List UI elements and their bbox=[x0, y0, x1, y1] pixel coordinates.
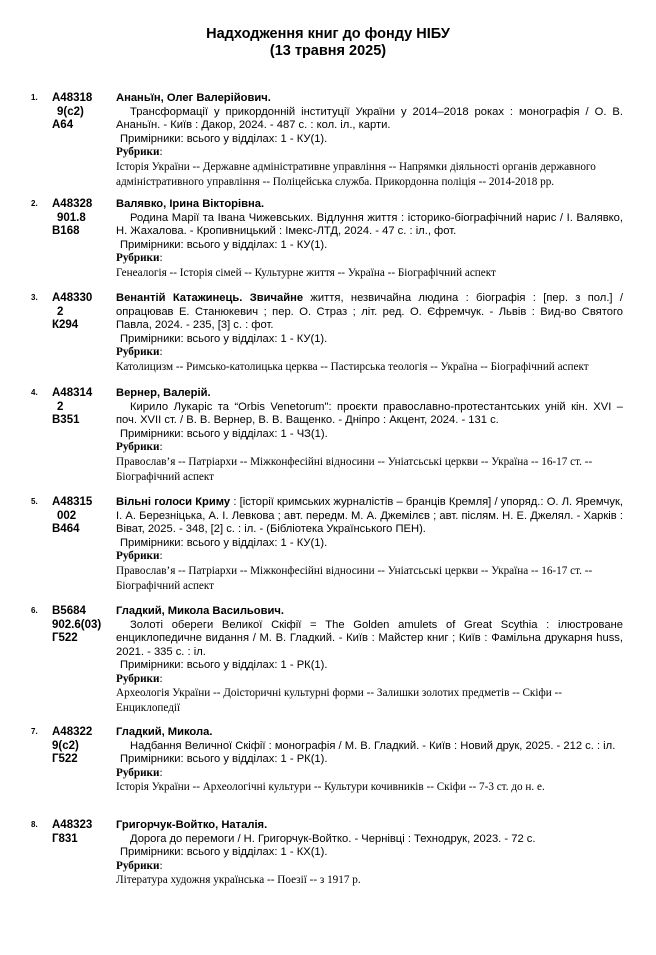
entry-author: Гладкий, Микола Васильович. bbox=[116, 605, 285, 617]
rubrics-label-colon: : bbox=[159, 346, 163, 358]
entry-rubrics: Історія України -- Державне адміністративне управління -- Напрямки діяльності органів державного адміністративного управління -- Поліцейська служба. Прикордонна поліція -- 2014-2018 рр. bbox=[116, 160, 596, 188]
entry-rubrics: Історія України -- Археологічні культури -- Культури кочивників -- Скіфи -- 7-3 ст. до н. е. bbox=[116, 781, 545, 793]
entry-number: 1. bbox=[31, 93, 38, 102]
rubrics-label-text: Рубрики bbox=[116, 766, 160, 779]
entry-copies: Примірники: всього у відділах: 1 - КУ(1). bbox=[120, 332, 328, 345]
document-subtitle: (13 травня 2025) bbox=[269, 43, 387, 59]
author-mark: Г522 bbox=[52, 632, 78, 644]
inventory-code: А48322 bbox=[52, 726, 93, 738]
inventory-code: А48314 bbox=[52, 387, 93, 399]
author-mark: В464 bbox=[52, 523, 80, 535]
entry-rubrics: Археологія України -- Доісторичні культурні форми -- Залишки золотих предметів -- Скіфи -- Енциклопедії bbox=[116, 687, 562, 714]
rubrics-label-text: Рубрики bbox=[116, 672, 160, 685]
entry-copies: Примірники: всього у відділах: 1 - РК(1). bbox=[120, 659, 328, 671]
entry-number: 2. bbox=[31, 199, 38, 208]
rubrics-label-colon: : bbox=[159, 550, 163, 562]
entry-author: Валявко, Ірина Вікторівна. bbox=[116, 198, 265, 210]
rubrics-label bbox=[116, 346, 623, 360]
document-title: Надходження книг до фонду НІБУ bbox=[206, 26, 450, 42]
call-number bbox=[52, 819, 112, 846]
classification-code: 9(с2) bbox=[52, 739, 79, 752]
rubrics-label bbox=[116, 550, 623, 564]
entry-author: Вернер, Валерій. bbox=[116, 387, 211, 399]
rubrics-label-colon: : bbox=[159, 672, 163, 685]
description-text: : [історії кримських журналістів – бранців Кремля] / упоряд.: О. Л. Яремчук, І. А. Березніцька, А. І. Левкова ; авт. передм. М. А. Джемілєв ; авт. післям. Н. Е. Джелял. - Харків : Віват, 2025. - 348, [2] с. : іл. - (Бібліотека Українського ПЕН). bbox=[116, 496, 623, 535]
classification-code: 9(с2) bbox=[57, 105, 84, 118]
entry-number: 8. bbox=[31, 820, 38, 829]
entry-title-bold: Венантій Катажинець. Звичайне bbox=[116, 292, 304, 304]
classification-code: 2 bbox=[57, 305, 64, 318]
call-number bbox=[52, 292, 112, 333]
entry-body bbox=[116, 605, 623, 716]
entry-author: Григорчук-Войтко, Наталія. bbox=[116, 819, 268, 831]
entry-copies: Примірники: всього у відділах: 1 - КХ(1). bbox=[120, 846, 328, 858]
call-number bbox=[52, 198, 112, 239]
inventory-code: А48323 bbox=[52, 819, 93, 831]
entry-description bbox=[116, 833, 623, 847]
rubrics-label-colon: : bbox=[159, 859, 163, 872]
entry-author: Ананьїн, Олег Валерійович. bbox=[116, 92, 271, 104]
inventory-code: В5684 bbox=[52, 605, 86, 617]
rubrics-label-colon: : bbox=[159, 441, 163, 453]
call-number bbox=[52, 726, 112, 767]
entry-title-bold: Вільні голоси Криму bbox=[116, 496, 231, 508]
author-mark: К294 bbox=[52, 319, 79, 331]
rubrics-label-text: Рубрики bbox=[116, 346, 160, 358]
rubrics-label-text: Рубрики bbox=[116, 252, 160, 264]
rubrics-label bbox=[116, 673, 623, 687]
description-text: Золоті обереги Великої Скіфії = The Golden amulets of Great Scythia : ілюстроване енциклопедичне видання / М. В. Гладкий. - Київ : Майстер книг ; Київ : Фамільна друкарня huss, 2021. - 335 с. : іл. bbox=[116, 618, 623, 658]
classification-code: 901.8 bbox=[57, 211, 86, 224]
entry-description bbox=[116, 106, 623, 133]
author-mark: Г522 bbox=[52, 753, 78, 765]
inventory-code: А48330 bbox=[52, 292, 93, 304]
entry-copies: Примірники: всього у відділах: 1 - ЧЗ(1). bbox=[120, 427, 328, 440]
entry-body bbox=[116, 198, 623, 281]
entry-rubrics: Православ’я -- Патріархи -- Міжконфесійні відносини -- Уніатсьські церкви -- Україна -- 16-17 ст. -- Біографічний аспект bbox=[116, 564, 593, 592]
entry-number: 5. bbox=[31, 497, 38, 506]
author-mark: В351 bbox=[52, 414, 80, 426]
description-text: Трансформації у прикордонній інституції України у 2014–2018 роках : монографія / О. В. Ананьїн. - Київ : Дакор, 2024. - 487 с. : кол. іл., карти. bbox=[116, 105, 623, 131]
call-number bbox=[52, 92, 112, 133]
entry-description bbox=[116, 401, 623, 428]
entry-copies: Примірники: всього у відділах: 1 - КУ(1). bbox=[120, 238, 328, 251]
entry-copies: Примірники: всього у відділах: 1 - КУ(1). bbox=[120, 132, 328, 145]
rubrics-label bbox=[116, 252, 623, 266]
entry-body bbox=[116, 387, 623, 485]
description-text: життя, незвичайна людина : біографія : [пер. з пол.] / опрацював Е. Станюкевич ; пер. О. Страз ; літ. ред. О. Єфремчук. - Львів : Вид-во Святого Павла, 2024. - 235, [3] с. : фот. bbox=[116, 292, 623, 331]
entry-body bbox=[116, 92, 623, 190]
entry-number: 4. bbox=[31, 388, 38, 397]
rubrics-label-colon: : bbox=[159, 252, 163, 264]
entry-copies: Примірники: всього у відділах: 1 - РК(1). bbox=[120, 753, 328, 765]
entry-description bbox=[116, 496, 623, 537]
entry-number: 6. bbox=[31, 606, 38, 615]
call-number bbox=[52, 387, 112, 428]
entry-body bbox=[116, 726, 623, 795]
call-number bbox=[52, 605, 112, 646]
entry-rubrics: Православ’я -- Патріархи -- Міжконфесійні відносини -- Уніатсьські церкви -- Україна -- 16-17 ст. -- Біографічний аспект bbox=[116, 455, 593, 483]
author-mark: Г831 bbox=[52, 832, 78, 845]
entry-body bbox=[116, 496, 623, 594]
rubrics-label bbox=[116, 146, 623, 160]
entry-rubrics: Генеалогія -- Історія сімей -- Культурне життя -- Україна -- Біографічний аспект bbox=[116, 266, 496, 279]
inventory-code: А48315 bbox=[52, 496, 93, 508]
inventory-code: А48328 bbox=[52, 198, 93, 210]
author-mark: А64 bbox=[52, 119, 74, 131]
rubrics-label bbox=[116, 441, 623, 455]
entry-description bbox=[116, 619, 623, 660]
rubrics-label-text: Рубрики bbox=[116, 146, 160, 158]
document-header bbox=[0, 26, 656, 60]
rubrics-label bbox=[116, 860, 623, 874]
description-text: Надбання Величної Скіфії : монографія / М. В. Гладкий. - Київ : Новий друк, 2025. - 212 с. : іл. bbox=[130, 739, 616, 752]
description-text: Кирило Лукаріс та “Orbis Venetorum": проєкти православно-протестантських уній кін. XVI – поч. XVII ст. / В. В. Вернер, В. В. Ващенко. - Дніпро : Акцент, 2024. - 131 с. bbox=[116, 400, 623, 426]
entry-number: 3. bbox=[31, 293, 38, 302]
author-mark: В168 bbox=[52, 225, 80, 237]
rubrics-label-colon: : bbox=[159, 146, 163, 158]
entry-description bbox=[116, 212, 623, 239]
entry-body bbox=[116, 819, 623, 888]
description-text: Дорога до перемоги / Н. Григорчук-Войтко. - Чернівці : Технодрук, 2023. - 72 с. bbox=[130, 832, 536, 845]
classification-code: 902.6(03) bbox=[52, 618, 102, 631]
classification-code: 002 bbox=[57, 509, 77, 522]
entry-rubrics: Література художня українська -- Поезії -- з 1917 р. bbox=[116, 874, 361, 886]
entry-description bbox=[116, 740, 623, 754]
rubrics-label-text: Рубрики bbox=[116, 550, 160, 562]
inventory-code: А48318 bbox=[52, 92, 93, 104]
call-number bbox=[52, 496, 112, 537]
entry-author: Гладкий, Микола. bbox=[116, 726, 213, 738]
entry-body bbox=[116, 292, 623, 375]
rubrics-label-text: Рубрики bbox=[116, 441, 160, 453]
entry-description bbox=[116, 292, 623, 333]
entry-rubrics: Католицизм -- Римсько-католицька церква -- Пастирська теологія -- Україна -- Біографічний аспект bbox=[116, 360, 589, 373]
description-text: Родина Марії та Івана Чижевських. Відлуння життя : історико-біографічний нарис / І. Валявко, Н. Жахалова. - Кропивницький : Імекс-ЛТД, 2024. - 47 с. : іл., фот. bbox=[116, 211, 623, 237]
rubrics-label-colon: : bbox=[159, 766, 163, 779]
classification-code: 2 bbox=[57, 400, 64, 413]
rubrics-label bbox=[116, 767, 623, 781]
entry-number: 7. bbox=[31, 727, 38, 736]
entry-copies: Примірники: всього у відділах: 1 - КУ(1). bbox=[120, 536, 328, 549]
rubrics-label-text: Рубрики bbox=[116, 859, 160, 872]
